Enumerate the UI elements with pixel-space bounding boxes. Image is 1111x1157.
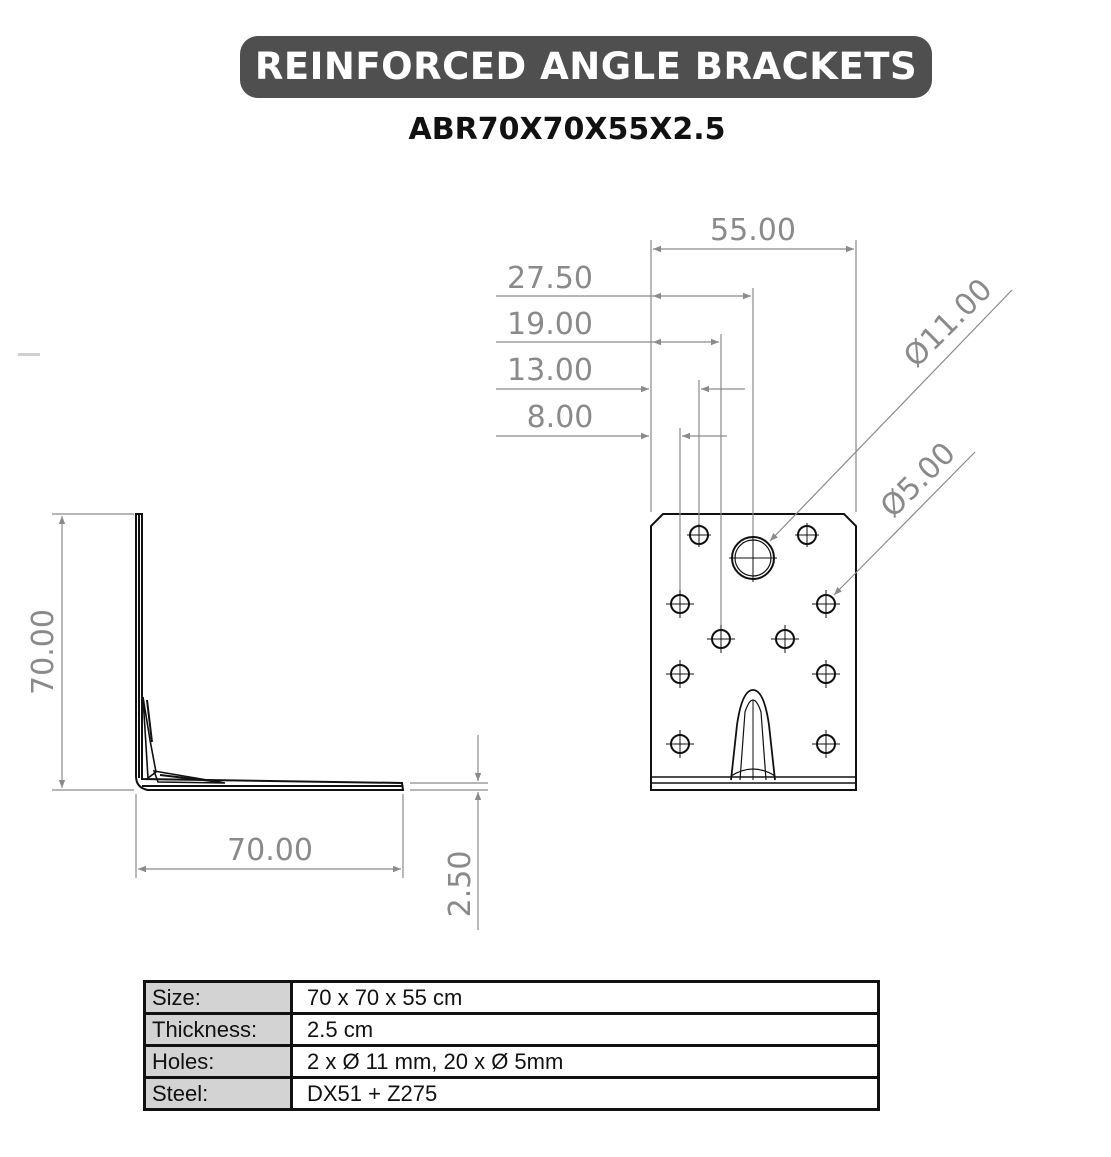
spec-table [143, 980, 880, 1111]
table-row [145, 982, 879, 1014]
width-top-label: 55.00 [710, 213, 796, 248]
side-length-label: 70.00 [227, 833, 313, 868]
spec-value: 70 x 70 x 55 cm [292, 982, 879, 1014]
table-row [145, 1046, 879, 1078]
spec-value: 2.5 cm [292, 1014, 879, 1046]
small-hole-label: Ø5.00 [873, 435, 963, 525]
offset-13-label: 13.00 [507, 353, 593, 388]
spec-label: Size: [145, 982, 292, 1014]
spec-value: DX51 + Z275 [292, 1078, 879, 1110]
offset-19-label: 19.00 [507, 307, 593, 342]
spec-label: Steel: [145, 1078, 292, 1110]
spec-label: Thickness: [145, 1014, 292, 1046]
table-row [145, 1014, 879, 1046]
model-code: ABR70X70X55X2.5 [408, 112, 726, 147]
table-row [145, 1078, 879, 1110]
thickness-label: 2.50 [443, 850, 478, 918]
offset-27-label: 27.50 [507, 261, 593, 296]
side-view [136, 514, 403, 790]
front-view [651, 514, 856, 790]
large-hole-label: Ø11.00 [897, 272, 1000, 375]
offset-8-label: 8.00 [526, 400, 594, 435]
spec-label: Holes: [145, 1046, 292, 1078]
side-height-dim [52, 514, 134, 790]
spec-value: 2 x Ø 11 mm, 20 x Ø 5mm [292, 1046, 879, 1078]
side-height-label: 70.00 [26, 609, 61, 695]
page-title: REINFORCED ANGLE BRACKETS [254, 45, 918, 88]
